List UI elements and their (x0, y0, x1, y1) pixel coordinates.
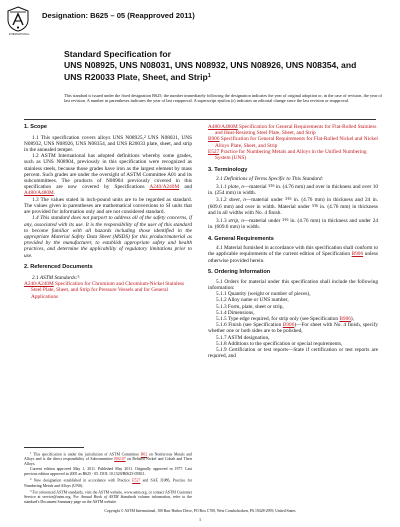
ref-item-1: A240/A240M Specification for Chromium and Chromium-Nickel Stainless Steel Plate, Sheet, and Strip for Pressure Vessels and for General Applications (24, 281, 185, 300)
issued-note: This standard is issued under the fixed designation B625; the number immediately following the designation indicates the year of original adoption or, in the case of revision, the year of last revision. A number in parentheses indicates the year of last reapproval. A superscript epsilon (ε) indicates an editorial change since the last revision or reapproval. (64, 93, 382, 103)
list-item: 5.1.8 Additions to the specification or special requirements, (216, 340, 343, 347)
ref-item-3: B906 Specification for General Requirements for Flat-Rolled Nickel and Nickel Alloys Plate, Sheet, and Strip (208, 136, 378, 149)
section-heading-general: 4. General Requirements (208, 235, 274, 242)
footnote-2: $^2$ New designation established in accordance with Practice E527 and SAE J1086, Practice for Numbering Metals and Alloys (UNS). (24, 477, 192, 488)
designation: Designation: B625 – 05 (Reapproved 2011) (42, 11, 195, 20)
section-heading-scope: 1. Scope (24, 124, 48, 130)
footnote-1-edition: Current edition approved May 1, 2011. Published May 2011. Originally approved in 1977. Last previous edition approved in 2005 as B625 - 05. DOI: 10.1520/B0625-05R11. (24, 467, 192, 476)
title-line-1: Standard Specification for (64, 49, 171, 59)
list-item: 5.1.4 Dimensions, (216, 309, 255, 316)
page-number: 1 (198, 517, 202, 522)
list-item: 5.1.1 Quantity (weight or number of pieces), (216, 291, 311, 298)
title-text: UNS N08925, UNS N08031, UNS N08932, UNS N08926, UNS N08354, and UNS R20033 Plate, Sheet, and Strip (64, 60, 357, 82)
list-item: 5.1.3 Form, plate, sheet or strip, (216, 303, 284, 310)
list-item: 5.1.6 Finish (see Specification B906)—For sheet with No. 4 finish, specify whether one or both sides are to be polished, (208, 322, 378, 335)
ref-link[interactable]: A480/A480M (208, 124, 238, 130)
para-1-2: 1.2 ASTM International has adopted definitions whereby some grades, such as UNS N08904, previously in this specification were recognized as stainless steels, because those grades have iron as the largest element by mass percent. Such grades are under the oversight of ASTM Committee A01 and its subcommittees. The products of N08904 previously covered in this specification are now covered by Specifications A240/A240M and A480/A480M. (24, 153, 192, 197)
list-item: 5.1.2 Alloy name or UNS number, (216, 297, 289, 304)
list-item: 5.1.9 Certification or test reports—State if certification or test reports are required, and (208, 347, 378, 360)
section-heading-ordering: 5. Ordering Information (208, 269, 271, 276)
copyright-line: Copyright © ASTM International, 100 Barr Harbor Drive, PO Box C700, West Conshohocken, PA 19428-2959, United States (104, 509, 296, 513)
logo-caption: INTERNATIONAL (8, 33, 30, 36)
ref-link[interactable]: E527 (132, 478, 141, 483)
para-1-3: 1.3 The values stated in inch-pound units are to be regarded as standard. The values given in parentheses are mathematical conversions to SI units that are provided for information only and are not considered standard. (24, 196, 192, 216)
title-footnote-mark: 1 (207, 72, 211, 79)
ref-link[interactable]: B906 (339, 316, 351, 323)
ref-link[interactable]: B906 (351, 251, 364, 258)
ref-item-4: E527 Practice for Numbering Metals and Alloys in the Unified Numbering System (UNS) (208, 148, 367, 162)
para-3-1-2: 3.1.2 sheet, n—material under 3⁄16 in. (4.76 mm) in thickness and 24 in. (609.6 mm) and over in width. Material under 3⁄16 in. (4.76 mm) in thickness and in all widths with No. 4 finish. (208, 196, 378, 217)
astm-logo-icon (7, 6, 29, 32)
footnote-divider (24, 447, 84, 448)
ref-link[interactable]: A240M (162, 184, 180, 191)
section-heading-referenced: 2. Referenced Documents (24, 264, 93, 271)
list-item: 5.1.5 Type edge required, for strip only (see Specification B906), (216, 316, 354, 323)
footnotes (24, 451, 192, 505)
ref-link[interactable]: B906 (282, 322, 295, 329)
para-3-1-3: 3.1.3 strip, n—material under 3⁄16 in. (4.76 mm) in thickness and under 24 in. (609.6 mm) in width. (208, 217, 378, 230)
para-4-1: 4.1 Material furnished in accordance with this specification shall conform to the applicable requirements of the current edition of Specification B906 unless otherwise provided herein. (208, 245, 378, 264)
para-1-1: 1.1 This specification covers alloys UNS N08925,$^2$ UNS N08031, UNS N08932, UNS N08926, UNS N08354, and UNS R20033 plate, sheet, and strip in the annealed temper. (24, 134, 192, 153)
ref-item-2: A480/A480M Specification for General Requirements for Flat-Rolled Stainless and Heat-Resisting Steel Plate, Sheet, and Strip (208, 124, 377, 137)
title-line-2 (64, 60, 364, 82)
para-1-4: 1.4 This standard does not purport to address all of the safety concerns, if any, associated with its use. It is the responsibility of the user of this standard to become familiar with all hazards including those identified in the appropriate Material Safety Data Sheet (MSDS) for this product/material as provided by the manufacturer, to establish appropriate safety and health practices, and determine the applicability of regulatory limitations prior to use. (24, 215, 192, 259)
footnote-1: $^1$ This specification is under the jurisdiction of ASTM Committee B02 on Nonferrous Metals and Alloys and is the direct responsibility of Subcommittee B02.07 on Refined Nickel and Cobalt and Their Alloys. (24, 451, 192, 466)
ref-link[interactable]: A240/ (149, 184, 163, 191)
ref-link[interactable]: B02.07 (114, 457, 126, 462)
footnote-3: $^3$ For referenced ASTM standards, visit the ASTM website, www.astm.org, or contact ASTM Customer Service at service@astm.org. For Annual Book of ASTM Standards volume information, refer to the standard's Document Summary page on the ASTM website. (24, 489, 192, 504)
para-3-1-1: 3.1.1 plate, n—material 3⁄16 in. (4.76 mm) and over in thickness and over 10 in. (254 mm) in width. (208, 183, 379, 196)
ref-link[interactable]: A240/A240M (24, 281, 54, 288)
document-title (64, 49, 364, 82)
section-heading-terminology: 3. Terminology (208, 166, 248, 173)
ref-link[interactable]: B02 (140, 452, 148, 457)
list-item: 5.1.7 ASTM designation, (216, 334, 270, 341)
para-3-1: 3.1 Definitions of Terms Specific to This Standard: (216, 176, 324, 183)
right-column (208, 124, 378, 360)
left-column (24, 124, 192, 300)
para-2-1: 2.1 ASTM Standards:$^3$ (32, 274, 80, 281)
para-5-1: 5.1 Orders for material under this specification shall include the following information: (208, 278, 378, 291)
header-divider (24, 119, 376, 120)
ref-link[interactable]: B906 (208, 136, 220, 143)
ref-link[interactable]: A480/A480M (24, 190, 54, 197)
ref-link[interactable]: E527 (208, 148, 220, 155)
